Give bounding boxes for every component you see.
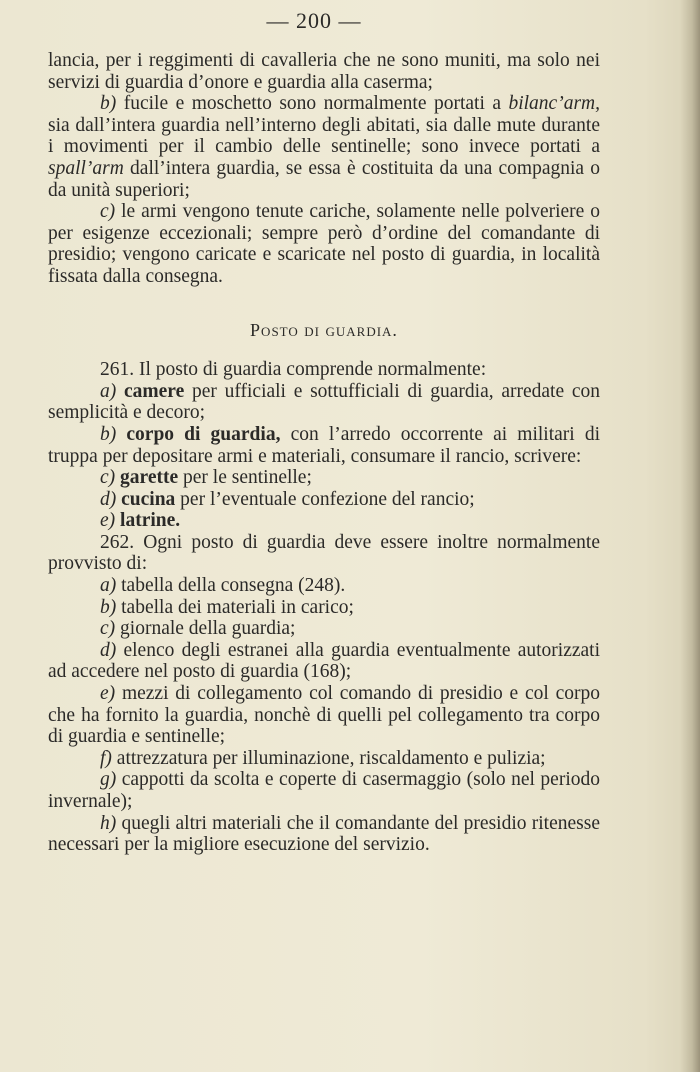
item-262-h: h) quegli altri materiali che il comandante del presidio ritenesse necessari per la migliore esecuzione del servizio. (48, 812, 600, 856)
item-262-c: c) giornale della guardia; (100, 618, 296, 640)
item-262-e: e) mezzi di collegamento col comando di presidio e col corpo che ha fornito la guardia, nonchè di quelli pel collegamento tra corpo di guardia e sentinelle; (48, 683, 600, 748)
paragraph-lancia: lancia, per i reggimenti di cavalleria che ne sono muniti, ma solo nei servizi di guardia d’onore e guardia alla caserma; (48, 50, 600, 93)
paragraph-261-intro: 261. Il posto di guardia comprende normalmente: (100, 359, 487, 381)
italic-term: spall’arm (48, 157, 124, 179)
item-262-b: b) tabella dei materiali in carico; (100, 596, 354, 618)
item-262-f: f) attrezzatura per illuminazione, riscaldamento e pulizia; (100, 747, 546, 769)
item-261-c: c) garette per le sentinelle; (100, 467, 312, 489)
item-262-a: a) tabella della consegna (248). (100, 575, 346, 597)
item-marker: c) (100, 201, 116, 223)
item-c-armi: c) le armi vengono tenute cariche, solamente nelle polveriere o per esigenze eccezionali; sempre però d’ordine del comandante di presidio; vengono caricate e scaricate nel posto di guardia, in località fissata dalla consegna. (48, 201, 600, 287)
section-heading: Posto di guardia. (250, 319, 398, 340)
item-marker: b) (100, 93, 117, 115)
paragraph-262-intro: 262. Ogni posto di guardia deve essere inoltre normalmente provvisto di: (48, 531, 600, 575)
item-261-e: e) latrine. (100, 510, 181, 532)
italic-term: bilanc’arm, (508, 93, 600, 115)
item-262-g: g) cappotti da scolta e coperte di casermaggio (solo nel periodo invernale); (48, 769, 600, 812)
item-261-b: b) corpo di guardia, con l’arredo occorrente ai militari di truppa per depositare armi e materiali, consumare il rancio, scrivere: (48, 423, 600, 467)
page-body (48, 50, 600, 856)
item-b-fucile: b) fucile e moschetto sono normalmente portati a bilanc’arm, sia dall’intera guardia nell’interno degli abitati, sia dalle mute durante i movimenti per il cambio delle sentinelle; sono invece portati a spall’arm dall’intera guardia, se essa è costituita da una compagnia o da unità superiori; (48, 93, 600, 201)
page-spine-shadow (680, 0, 700, 1072)
item-261-d: d) cucina per l’eventuale confezione del rancio; (100, 488, 475, 510)
item-261-a: a) camere per ufficiali e sottufficiali di guardia, arredate con semplicità e decoro; (48, 380, 601, 424)
page-number: — 200 — (266, 8, 362, 33)
item-262-d: d) elenco degli estranei alla guardia eventualmente autorizzati ad accedere nel posto di guardia (168); (48, 639, 600, 683)
